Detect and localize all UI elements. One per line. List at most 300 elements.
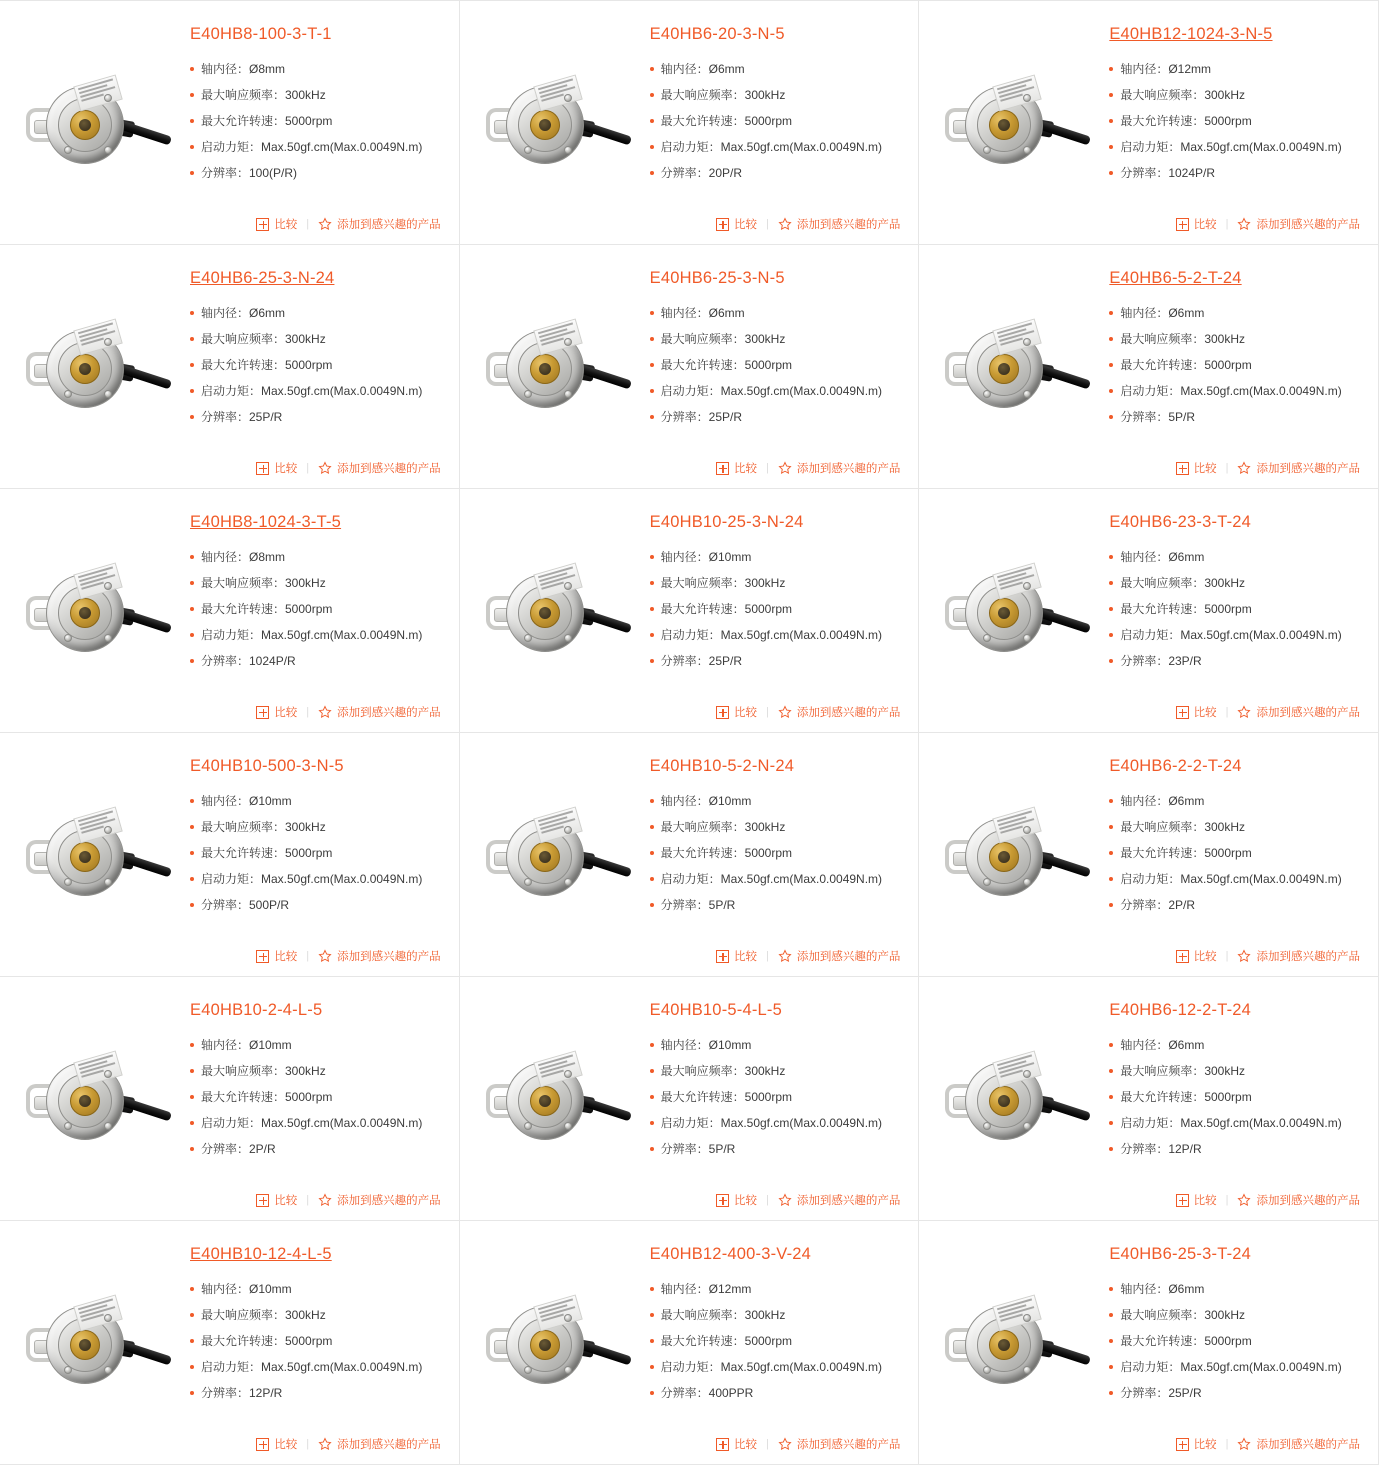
star-icon — [318, 705, 332, 719]
product-spec-item: 最大响应频率：300kHz — [190, 88, 441, 103]
product-spec-item: 轴内径：Ø8mm — [190, 550, 441, 565]
compare-button[interactable] — [1176, 460, 1217, 476]
compare-button[interactable] — [716, 704, 757, 720]
product-image[interactable] — [919, 489, 1109, 732]
encoder-screw-icon — [104, 1366, 112, 1374]
product-spec-item: 轴内径：Ø6mm — [1109, 1282, 1360, 1297]
encoder-bore-icon — [998, 119, 1010, 131]
compare-label: 比较 — [733, 707, 757, 719]
encoder-screw-icon — [104, 1070, 112, 1078]
rotary-encoder-illustration — [480, 800, 630, 910]
product-spec-item: 分辨率：5P/R — [1109, 410, 1360, 425]
action-divider: | — [306, 1194, 310, 1206]
product-spec-item: 分辨率：1024P/R — [190, 654, 441, 669]
product-spec-item: 分辨率：12P/R — [190, 1386, 441, 1401]
add-to-wishlist-button[interactable] — [318, 1192, 441, 1208]
product-card[interactable] — [918, 1220, 1379, 1465]
encoder-bore-icon — [79, 119, 91, 131]
compare-button[interactable] — [256, 460, 297, 476]
encoder-screw-icon — [1023, 390, 1031, 398]
add-to-wishlist-button[interactable] — [318, 1436, 441, 1452]
product-spec-item: 最大响应频率：300kHz — [190, 576, 441, 591]
rotary-encoder-illustration — [939, 800, 1089, 910]
wishlist-label: 添加到感兴趣的产品 — [337, 463, 441, 475]
product-spec-list — [650, 1282, 901, 1401]
product-info — [190, 1221, 459, 1464]
action-divider: | — [765, 1194, 769, 1206]
add-to-wishlist-button[interactable] — [778, 948, 901, 964]
compare-label: 比较 — [1193, 463, 1217, 475]
star-icon — [318, 1437, 332, 1451]
product-spec-item: 分辨率：5P/R — [650, 1142, 901, 1157]
star-icon — [1237, 949, 1251, 963]
add-to-wishlist-button[interactable] — [1237, 460, 1360, 476]
encoder-bore-icon — [539, 363, 551, 375]
wishlist-label: 添加到感兴趣的产品 — [796, 463, 901, 475]
product-spec-item: 启动力矩：Max.50gf.cm(Max.0.0049N.m) — [190, 140, 441, 155]
product-title-link[interactable]: E40HB6-20-3-N-5 — [649, 25, 785, 43]
encoder-screw-icon — [564, 582, 572, 590]
product-spec-list — [1109, 306, 1360, 425]
encoder-screw-icon — [104, 146, 112, 154]
compare-icon — [716, 1438, 729, 1451]
encoder-screw-icon — [1023, 826, 1031, 834]
product-title-link[interactable]: E40HB10-25-3-N-24 — [649, 513, 804, 531]
product-spec-item: 启动力矩：Max.50gf.cm(Max.0.0049N.m) — [190, 872, 441, 887]
product-image[interactable] — [0, 489, 190, 732]
product-card[interactable] — [0, 244, 460, 489]
product-spec-list — [1109, 794, 1360, 913]
product-spec-item: 分辨率：400PPR — [650, 1386, 901, 1401]
action-divider: | — [1225, 462, 1229, 474]
product-spec-list — [1109, 1038, 1360, 1157]
add-to-wishlist-button[interactable] — [778, 1192, 901, 1208]
encoder-bore-icon — [539, 1095, 551, 1107]
product-card[interactable] — [459, 0, 920, 245]
compare-label: 比较 — [1193, 951, 1217, 963]
product-spec-item: 分辨率：2P/R — [1109, 898, 1360, 913]
product-title-link[interactable]: E40HB6-23-3-T-24 — [1109, 513, 1252, 531]
product-card[interactable] — [0, 976, 460, 1221]
product-image[interactable] — [919, 977, 1109, 1220]
add-to-wishlist-button[interactable] — [778, 704, 901, 720]
compare-button[interactable] — [256, 216, 297, 232]
rotary-encoder-illustration — [939, 1288, 1089, 1398]
wishlist-label: 添加到感兴趣的产品 — [1256, 1195, 1360, 1207]
encoder-screw-icon — [564, 634, 572, 642]
add-to-wishlist-button[interactable] — [1237, 216, 1360, 232]
product-title-link[interactable]: E40HB6-25-3-N-5 — [649, 269, 785, 287]
encoder-screw-icon — [64, 634, 72, 642]
encoder-screw-icon — [564, 1314, 572, 1322]
action-divider: | — [306, 1438, 310, 1450]
wishlist-label: 添加到感兴趣的产品 — [796, 1195, 901, 1207]
product-info — [1109, 733, 1378, 976]
compare-label: 比较 — [1193, 707, 1217, 719]
product-spec-item: 轴内径：Ø6mm — [650, 62, 901, 77]
encoder-screw-icon — [524, 878, 532, 886]
rotary-encoder-illustration — [20, 800, 170, 910]
product-info — [650, 245, 919, 488]
product-title-link[interactable]: E40HB12-400-3-V-24 — [649, 1245, 812, 1263]
product-spec-item: 最大允许转速：5000rpm — [190, 846, 441, 861]
product-card[interactable] — [459, 732, 920, 977]
product-image[interactable] — [0, 245, 190, 488]
product-card[interactable] — [918, 976, 1379, 1221]
add-to-wishlist-button[interactable] — [1237, 1192, 1360, 1208]
product-spec-item: 分辨率：25P/R — [650, 410, 901, 425]
encoder-screw-icon — [983, 1366, 991, 1374]
wishlist-label: 添加到感兴趣的产品 — [1256, 463, 1360, 475]
encoder-bore-icon — [539, 1339, 551, 1351]
compare-label: 比较 — [274, 707, 298, 719]
product-spec-item: 启动力矩：Max.50gf.cm(Max.0.0049N.m) — [190, 384, 441, 399]
rotary-encoder-illustration — [480, 68, 630, 178]
product-actions — [256, 460, 440, 476]
product-spec-item: 最大响应频率：300kHz — [650, 88, 901, 103]
product-spec-item: 轴内径：Ø10mm — [190, 794, 441, 809]
product-card[interactable] — [459, 976, 920, 1221]
product-info — [1109, 1, 1378, 244]
product-spec-item: 分辨率：23P/R — [1109, 654, 1360, 669]
product-title-link[interactable]: E40HB6-25-3-T-24 — [1109, 1245, 1252, 1263]
add-to-wishlist-button[interactable] — [1237, 704, 1360, 720]
compare-button[interactable] — [256, 948, 297, 964]
product-title-link[interactable]: E40HB6-5-2-T-24 — [1109, 269, 1242, 287]
encoder-bore-icon — [539, 607, 551, 619]
product-spec-list — [190, 1038, 441, 1157]
compare-button[interactable] — [716, 216, 757, 232]
product-actions — [256, 1192, 440, 1208]
product-image[interactable] — [460, 245, 650, 488]
product-card[interactable] — [0, 1220, 460, 1465]
product-image[interactable] — [460, 1, 650, 244]
product-image[interactable] — [0, 1221, 190, 1464]
product-spec-item: 最大响应频率：300kHz — [190, 332, 441, 347]
add-to-wishlist-button[interactable] — [318, 704, 441, 720]
product-spec-item: 启动力矩：Max.50gf.cm(Max.0.0049N.m) — [190, 1360, 441, 1375]
product-info — [650, 1221, 919, 1464]
product-actions — [716, 948, 900, 964]
product-spec-item: 启动力矩：Max.50gf.cm(Max.0.0049N.m) — [190, 628, 441, 643]
product-spec-item: 分辨率：1024P/R — [1109, 166, 1360, 181]
rotary-encoder-illustration — [480, 312, 630, 422]
action-divider: | — [1225, 706, 1229, 718]
product-card[interactable] — [0, 488, 460, 733]
encoder-screw-icon — [564, 1366, 572, 1374]
encoder-bore-icon — [79, 363, 91, 375]
product-spec-item: 最大响应频率：300kHz — [1109, 820, 1360, 835]
compare-icon — [716, 950, 729, 963]
product-spec-item: 最大允许转速：5000rpm — [1109, 1090, 1360, 1105]
product-spec-item: 最大允许转速：5000rpm — [190, 1090, 441, 1105]
product-image[interactable] — [0, 977, 190, 1220]
encoder-bore-icon — [998, 1095, 1010, 1107]
wishlist-label: 添加到感兴趣的产品 — [1256, 1439, 1360, 1451]
compare-button[interactable] — [256, 704, 297, 720]
action-divider: | — [1225, 218, 1229, 230]
compare-label: 比较 — [1193, 219, 1217, 231]
product-image[interactable] — [460, 977, 650, 1220]
product-spec-list — [650, 306, 901, 425]
product-actions — [716, 460, 900, 476]
compare-button[interactable] — [716, 1436, 757, 1452]
compare-label: 比较 — [274, 463, 298, 475]
product-spec-item: 分辨率：2P/R — [190, 1142, 441, 1157]
product-info — [190, 733, 459, 976]
product-spec-item: 最大允许转速：5000rpm — [650, 114, 901, 129]
product-spec-list — [1109, 1282, 1360, 1401]
encoder-screw-icon — [104, 390, 112, 398]
add-to-wishlist-button[interactable] — [1237, 948, 1360, 964]
wishlist-label: 添加到感兴趣的产品 — [337, 1195, 441, 1207]
encoder-screw-icon — [524, 634, 532, 642]
add-to-wishlist-button[interactable] — [1237, 1436, 1360, 1452]
product-actions — [716, 1192, 900, 1208]
wishlist-label: 添加到感兴趣的产品 — [337, 1439, 441, 1451]
encoder-screw-icon — [1023, 1314, 1031, 1322]
product-card[interactable] — [459, 244, 920, 489]
product-spec-item: 轴内径：Ø12mm — [1109, 62, 1360, 77]
compare-label: 比较 — [274, 951, 298, 963]
wishlist-label: 添加到感兴趣的产品 — [1256, 707, 1360, 719]
product-spec-item: 最大响应频率：300kHz — [650, 332, 901, 347]
product-card[interactable] — [918, 732, 1379, 977]
add-to-wishlist-button[interactable] — [778, 1436, 901, 1452]
encoder-screw-icon — [104, 94, 112, 102]
add-to-wishlist-button[interactable] — [778, 460, 901, 476]
wishlist-label: 添加到感兴趣的产品 — [337, 707, 441, 719]
encoder-screw-icon — [983, 1122, 991, 1130]
star-icon — [778, 461, 792, 475]
encoder-bore-icon — [998, 851, 1010, 863]
product-title-link[interactable]: E40HB6-25-3-N-24 — [190, 269, 335, 287]
compare-button[interactable] — [256, 1192, 297, 1208]
rotary-encoder-illustration — [20, 312, 170, 422]
compare-icon — [716, 218, 729, 231]
product-spec-item: 轴内径：Ø8mm — [190, 62, 441, 77]
rotary-encoder-illustration — [480, 1288, 630, 1398]
add-to-wishlist-button[interactable] — [778, 216, 901, 232]
product-actions — [256, 1436, 440, 1452]
encoder-screw-icon — [983, 634, 991, 642]
star-icon — [318, 217, 332, 231]
encoder-screw-icon — [1023, 338, 1031, 346]
encoder-screw-icon — [1023, 878, 1031, 886]
compare-icon — [256, 218, 269, 231]
add-to-wishlist-button[interactable] — [318, 460, 441, 476]
star-icon — [318, 1193, 332, 1207]
compare-icon — [1176, 218, 1189, 231]
product-image[interactable] — [460, 1221, 650, 1464]
product-spec-list — [1109, 62, 1360, 181]
star-icon — [778, 1193, 792, 1207]
product-title-link[interactable]: E40HB10-5-4-L-5 — [649, 1001, 782, 1019]
compare-button[interactable] — [1176, 948, 1217, 964]
encoder-screw-icon — [1023, 1366, 1031, 1374]
action-divider: | — [765, 706, 769, 718]
product-image[interactable] — [919, 1221, 1109, 1464]
star-icon — [318, 461, 332, 475]
encoder-screw-icon — [524, 1366, 532, 1374]
wishlist-label: 添加到感兴趣的产品 — [1256, 219, 1360, 231]
compare-button[interactable] — [1176, 1192, 1217, 1208]
encoder-bore-icon — [79, 1339, 91, 1351]
encoder-screw-icon — [983, 878, 991, 886]
encoder-screw-icon — [564, 1070, 572, 1078]
product-card[interactable] — [459, 488, 920, 733]
rotary-encoder-illustration — [480, 1044, 630, 1154]
action-divider: | — [765, 1438, 769, 1450]
encoder-screw-icon — [564, 338, 572, 346]
encoder-screw-icon — [104, 826, 112, 834]
product-spec-item: 最大响应频率：300kHz — [1109, 1308, 1360, 1323]
compare-icon — [1176, 462, 1189, 475]
product-spec-item: 启动力矩：Max.50gf.cm(Max.0.0049N.m) — [650, 140, 901, 155]
encoder-screw-icon — [564, 878, 572, 886]
product-spec-item: 轴内径：Ø6mm — [1109, 306, 1360, 321]
star-icon — [1237, 1437, 1251, 1451]
product-actions — [1176, 216, 1360, 232]
rotary-encoder-illustration — [20, 68, 170, 178]
star-icon — [318, 949, 332, 963]
encoder-bore-icon — [998, 363, 1010, 375]
product-image[interactable] — [0, 733, 190, 976]
product-spec-item: 启动力矩：Max.50gf.cm(Max.0.0049N.m) — [650, 384, 901, 399]
product-image[interactable] — [460, 733, 650, 976]
product-spec-item: 最大允许转速：5000rpm — [650, 1334, 901, 1349]
product-title-link[interactable]: E40HB10-500-3-N-5 — [190, 757, 344, 775]
product-actions — [1176, 704, 1360, 720]
star-icon — [778, 705, 792, 719]
product-spec-item: 轴内径：Ø10mm — [650, 794, 901, 809]
action-divider: | — [765, 462, 769, 474]
product-image[interactable] — [919, 245, 1109, 488]
product-spec-item: 最大响应频率：300kHz — [1109, 332, 1360, 347]
product-card[interactable] — [918, 0, 1379, 245]
compare-button[interactable] — [716, 1192, 757, 1208]
product-title-link[interactable]: E40HB6-12-2-T-24 — [1109, 1001, 1252, 1019]
product-spec-item: 轴内径：Ø10mm — [650, 1038, 901, 1053]
product-spec-item: 启动力矩：Max.50gf.cm(Max.0.0049N.m) — [1109, 1360, 1360, 1375]
compare-label: 比较 — [733, 463, 757, 475]
encoder-screw-icon — [64, 146, 72, 154]
product-actions — [256, 704, 440, 720]
compare-button[interactable] — [256, 1436, 297, 1452]
encoder-screw-icon — [104, 338, 112, 346]
encoder-bore-icon — [998, 1339, 1010, 1351]
wishlist-label: 添加到感兴趣的产品 — [796, 707, 901, 719]
product-card[interactable] — [459, 1220, 920, 1465]
encoder-screw-icon — [1023, 94, 1031, 102]
encoder-screw-icon — [1023, 582, 1031, 590]
product-spec-item: 启动力矩：Max.50gf.cm(Max.0.0049N.m) — [650, 628, 901, 643]
product-card[interactable] — [918, 488, 1379, 733]
product-title-link[interactable]: E40HB8-1024-3-T-5 — [190, 513, 342, 531]
add-to-wishlist-button[interactable] — [318, 216, 441, 232]
product-title-link[interactable]: E40HB8-100-3-T-1 — [190, 25, 332, 43]
product-card[interactable] — [0, 732, 460, 977]
wishlist-label: 添加到感兴趣的产品 — [796, 219, 901, 231]
product-spec-list — [190, 306, 441, 425]
product-image[interactable] — [919, 1, 1109, 244]
compare-icon — [716, 1194, 729, 1207]
product-title-link[interactable]: E40HB10-12-4-L-5 — [190, 1245, 332, 1263]
encoder-screw-icon — [64, 390, 72, 398]
product-spec-item: 最大允许转速：5000rpm — [190, 358, 441, 373]
product-spec-item: 轴内径：Ø6mm — [650, 306, 901, 321]
product-info — [650, 977, 919, 1220]
encoder-screw-icon — [64, 1122, 72, 1130]
product-spec-item: 启动力矩：Max.50gf.cm(Max.0.0049N.m) — [1109, 1116, 1360, 1131]
encoder-screw-icon — [524, 1122, 532, 1130]
product-image[interactable] — [919, 733, 1109, 976]
compare-button[interactable] — [1176, 704, 1217, 720]
encoder-bore-icon — [79, 851, 91, 863]
product-spec-item: 轴内径：Ø6mm — [1109, 550, 1360, 565]
star-icon — [1237, 217, 1251, 231]
compare-button[interactable] — [1176, 216, 1217, 232]
product-spec-item: 分辨率：100(P/R) — [190, 166, 441, 181]
encoder-bore-icon — [539, 851, 551, 863]
product-spec-item: 最大响应频率：300kHz — [650, 1064, 901, 1079]
product-image[interactable] — [460, 489, 650, 732]
product-card[interactable] — [0, 0, 460, 245]
encoder-screw-icon — [564, 146, 572, 154]
encoder-bore-icon — [998, 607, 1010, 619]
wishlist-label: 添加到感兴趣的产品 — [796, 1439, 901, 1451]
compare-label: 比较 — [733, 1439, 757, 1451]
product-image[interactable] — [0, 1, 190, 244]
product-spec-item: 启动力矩：Max.50gf.cm(Max.0.0049N.m) — [1109, 872, 1360, 887]
compare-icon — [1176, 706, 1189, 719]
rotary-encoder-illustration — [480, 556, 630, 666]
product-spec-item: 轴内径：Ø6mm — [1109, 1038, 1360, 1053]
wishlist-label: 添加到感兴趣的产品 — [1256, 951, 1360, 963]
encoder-screw-icon — [104, 582, 112, 590]
add-to-wishlist-button[interactable] — [318, 948, 441, 964]
encoder-screw-icon — [104, 878, 112, 886]
product-spec-item: 最大允许转速：5000rpm — [650, 602, 901, 617]
action-divider: | — [306, 950, 310, 962]
encoder-screw-icon — [1023, 634, 1031, 642]
product-spec-item: 轴内径：Ø6mm — [190, 306, 441, 321]
product-title-link[interactable]: E40HB6-2-2-T-24 — [1109, 757, 1242, 775]
compare-button[interactable] — [716, 948, 757, 964]
product-actions — [256, 948, 440, 964]
compare-button[interactable] — [1176, 1436, 1217, 1452]
product-spec-item: 最大响应频率：300kHz — [650, 1308, 901, 1323]
compare-label: 比较 — [1193, 1195, 1217, 1207]
compare-icon — [716, 462, 729, 475]
product-spec-item: 最大允许转速：5000rpm — [1109, 602, 1360, 617]
product-title-link[interactable]: E40HB12-1024-3-N-5 — [1109, 25, 1273, 43]
action-divider: | — [306, 462, 310, 474]
rotary-encoder-illustration — [939, 312, 1089, 422]
product-spec-item: 最大允许转速：5000rpm — [190, 602, 441, 617]
compare-button[interactable] — [716, 460, 757, 476]
compare-icon — [256, 1194, 269, 1207]
encoder-screw-icon — [524, 390, 532, 398]
product-title-link[interactable]: E40HB10-5-2-N-24 — [649, 757, 795, 775]
product-actions — [1176, 460, 1360, 476]
product-spec-item: 启动力矩：Max.50gf.cm(Max.0.0049N.m) — [1109, 384, 1360, 399]
star-icon — [1237, 705, 1251, 719]
product-spec-list — [650, 62, 901, 181]
product-card[interactable] — [918, 244, 1379, 489]
product-title-link[interactable]: E40HB10-2-4-L-5 — [190, 1001, 323, 1019]
product-spec-item: 轴内径：Ø12mm — [650, 1282, 901, 1297]
